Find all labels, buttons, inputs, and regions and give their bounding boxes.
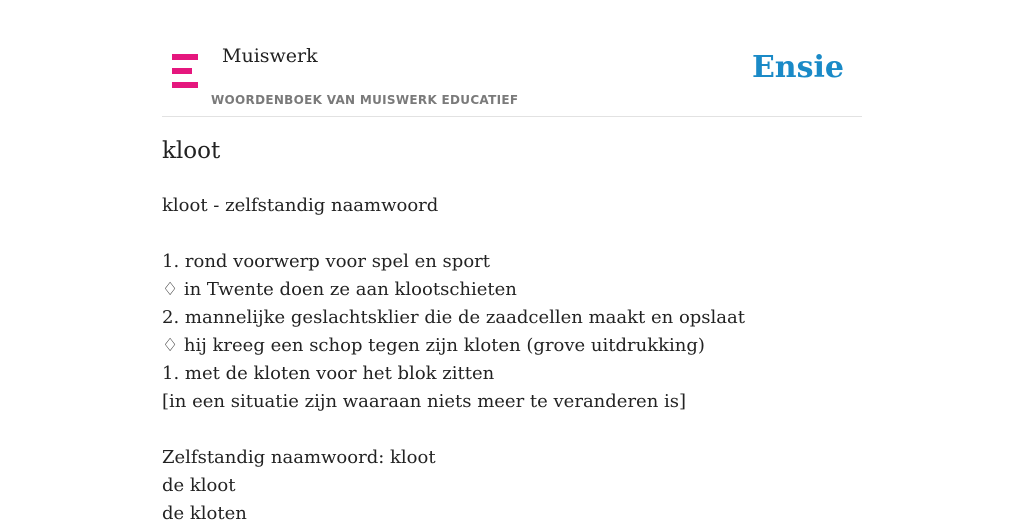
definition-line: kloot - zelfstandig naamwoord [162,195,439,216]
definition-line: ♢ hij kreeg een schop tegen zijn kloten (grove uitdrukking) [162,335,705,356]
definition-line [162,220,862,248]
page-container [162,0,862,524]
definition-line: ♢ in Twente doen ze aan klootschieten [162,279,517,300]
definition-line: de kloten [162,503,247,524]
definition-line: Zelfstandig naamwoord: kloot [162,447,436,468]
entry-definition [162,192,862,528]
publisher-name-link[interactable]: Muiswerk [222,45,318,67]
definition-line [162,416,862,444]
ensie-brand-logo[interactable]: Ensie [751,50,844,85]
muiswerk-logo-icon[interactable] [172,54,202,88]
definition-line: [in een situatie zijn waaraan niets meer te veranderen is] [162,391,687,412]
definition-line: de kloot [162,475,236,496]
definition-line: 1. met de kloten voor het blok zitten [162,363,495,384]
publisher-subtitle: WOORDENBOEK VAN MUISWERK EDUCATIEF [211,93,519,107]
entry-title: kloot [162,138,221,164]
site-header [162,0,862,117]
definition-line: 2. mannelijke geslachtsklier die de zaadcellen maakt en opslaat [162,307,745,328]
definition-line: 1. rond voorwerp voor spel en sport [162,251,490,272]
